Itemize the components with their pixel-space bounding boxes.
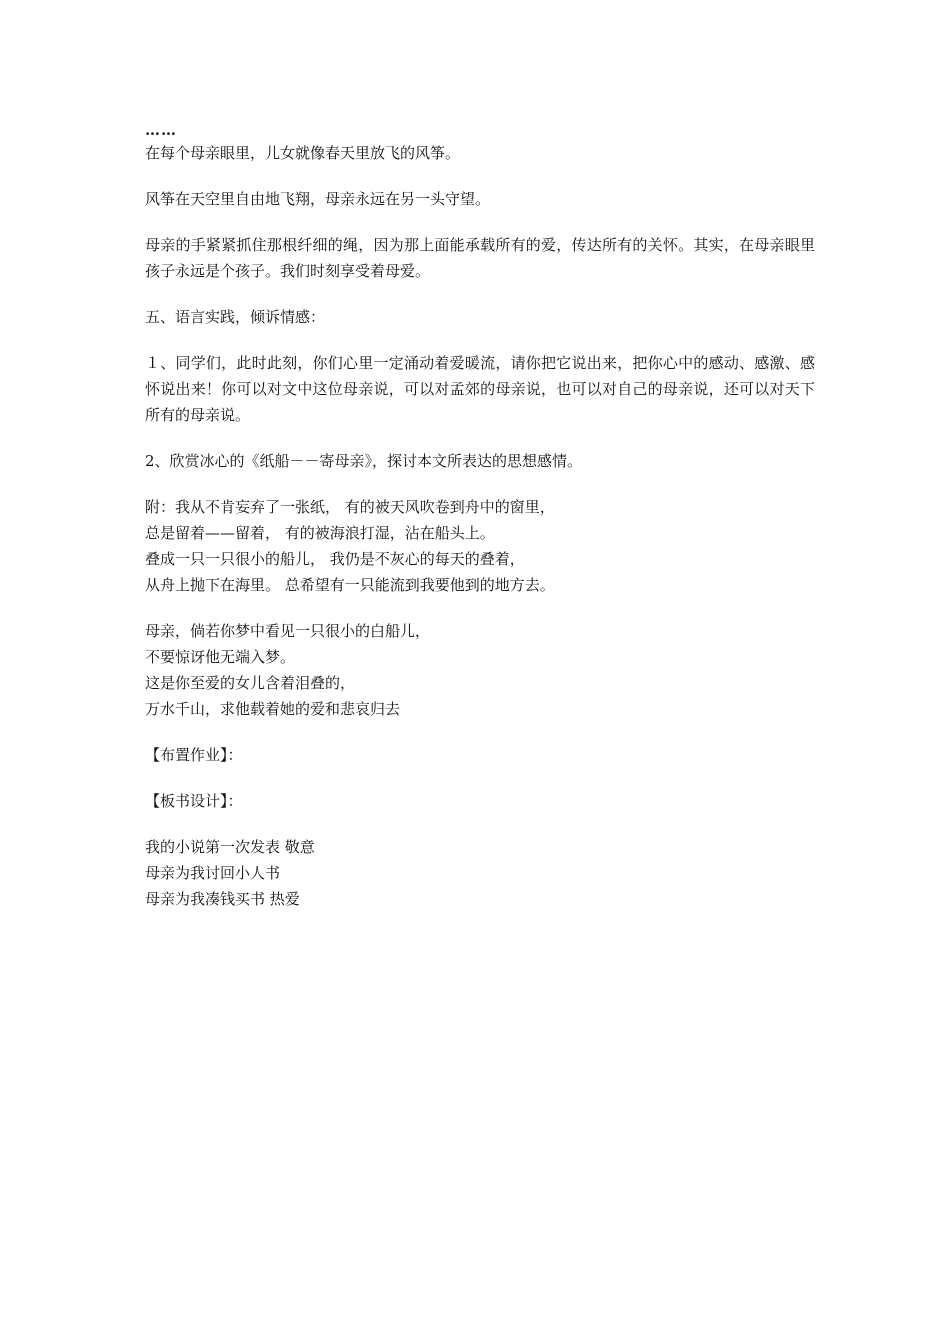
spacer (145, 598, 815, 618)
spacer (145, 768, 815, 788)
board-line: 母亲为我讨回小人书 (145, 864, 281, 882)
section-heading-board-design: 【板书设计】： (145, 792, 243, 810)
spacer (145, 212, 815, 232)
poem-line: 从舟上抛下在海里。 总希望有一只能流到我要他到的地方去。 (145, 576, 555, 594)
spacer (145, 284, 815, 304)
spacer (145, 474, 815, 494)
poem-line: 不要惊讶他无端入梦。 (145, 648, 296, 666)
practice-item-2: 2、欣赏冰心的《纸船－－寄母亲》，探讨本文所表达的思想感情。 (145, 452, 583, 470)
section-heading-language-practice: 五、语言实践，倾诉情感： (145, 308, 326, 326)
board-design-list (145, 834, 815, 912)
practice-item-1: １、同学们，此时此刻，你们心里一定涌动着爱暖流，请你把它说出来，把你心中的感动、感激、感怀说出来！你可以对文中这位母亲说，可以对孟郊的母亲说，也可以对自己的母亲说，还可以对天下所有的母亲说。 (145, 354, 815, 424)
poem-stanza-2 (145, 618, 815, 722)
spacer (145, 330, 815, 350)
poem-line: 这是你至爱的女儿含着泪叠的， (145, 674, 356, 692)
document-page (145, 120, 815, 912)
board-line: 我的小说第一次发表 敬意 (145, 838, 315, 856)
poem-line: 总是留着——留着， 有的被海浪打湿，沾在船头上。 (145, 524, 495, 542)
poem-line: 附：我从不肯妄弃了一张纸， 有的被天风吹卷到舟中的窗里， (145, 498, 555, 516)
section-heading-homework: 【布置作业】： (145, 746, 243, 764)
paragraph-kite-metaphor: 在每个母亲眼里，儿女就像春天里放飞的风筝。 (145, 144, 461, 162)
poem-line: 万水千山，求他载着她的爱和悲哀归去 (145, 700, 401, 718)
spacer (145, 722, 815, 742)
board-line: 母亲为我凑钱买书 热爱 (145, 890, 300, 908)
poem-stanza-1 (145, 494, 815, 598)
spacer (145, 428, 815, 448)
paragraph-mother-hand: 母亲的手紧紧抓住那根纤细的绳，因为那上面能承载所有的爱，传达所有的关怀。其实，在母亲眼里孩子永远是个孩子。我们时刻享受着母爱。 (145, 236, 815, 280)
paragraph-kite-flying: 风筝在天空里自由地飞翔，母亲永远在另一头守望。 (145, 190, 491, 208)
spacer (145, 814, 815, 834)
ellipsis-text: …… (145, 121, 177, 139)
poem-line: 叠成一只一只很小的船儿， 我仍是不灰心的每天的叠着， (145, 550, 525, 568)
poem-line: 母亲，倘若你梦中看见一只很小的白船儿， (145, 622, 431, 640)
spacer (145, 166, 815, 186)
